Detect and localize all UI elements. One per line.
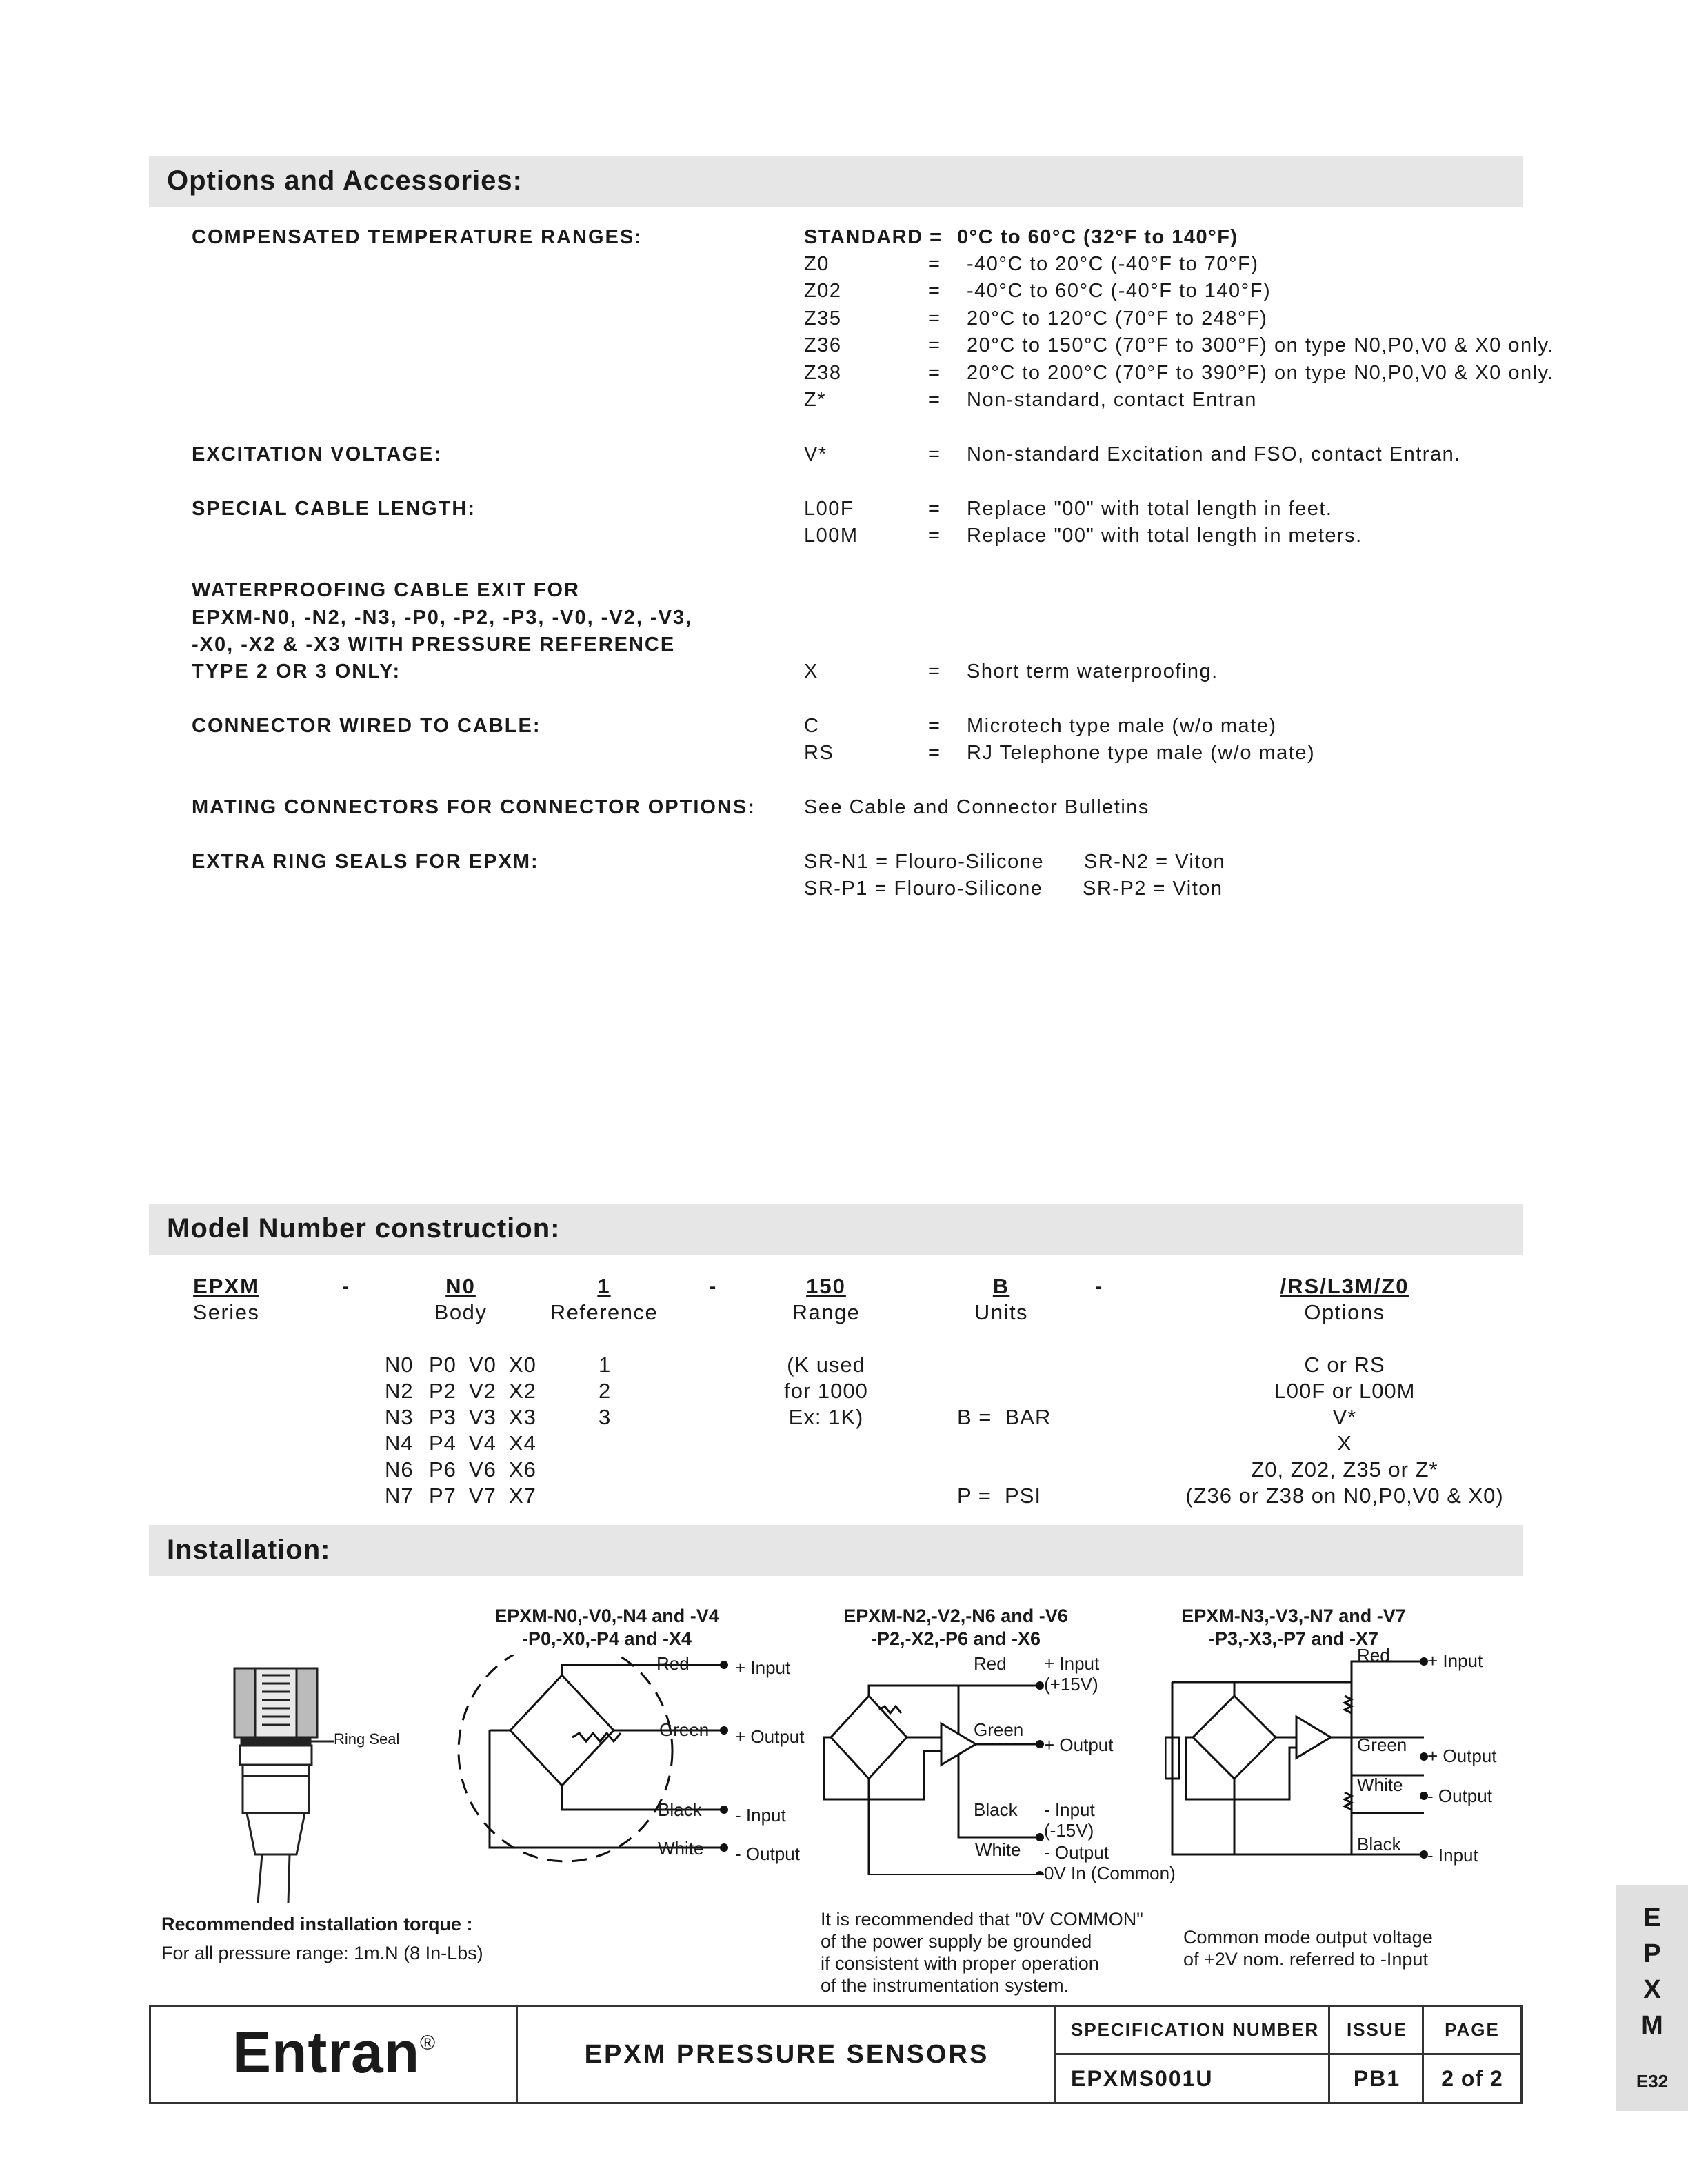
- d1-minus-input: - Input: [735, 1805, 786, 1826]
- body-row: N0 P0 V0 X0: [385, 1353, 536, 1377]
- cable-eq: =: [928, 525, 940, 547]
- body-row: N3 P3 V3 X3: [385, 1405, 536, 1429]
- temp-eq: =: [928, 307, 940, 330]
- spec-value-cell: [1056, 2055, 1330, 2102]
- cable-eq: =: [928, 498, 940, 520]
- model-series-code: EPXM: [193, 1274, 259, 1298]
- model-dash: -: [1095, 1274, 1103, 1298]
- connector-desc: Microtech type male (w/o mate): [967, 715, 1277, 737]
- d3-minus-output: - Output: [1427, 1786, 1492, 1806]
- model-dash: -: [342, 1274, 350, 1298]
- options-item: (Z36 or Z38 on N0,P0,V0 & X0): [1185, 1484, 1504, 1508]
- d1-black: Black: [658, 1799, 702, 1820]
- d3-plus-output: + Output: [1427, 1746, 1497, 1766]
- torque-text: For all pressure range: 1m.N (8 In-Lbs): [161, 1943, 483, 1963]
- d1-plus-output: + Output: [735, 1726, 805, 1747]
- model-units-label: Units: [974, 1300, 1029, 1324]
- d1-red: Red: [656, 1653, 690, 1674]
- temp-eq: =: [928, 389, 940, 411]
- d3-note-line: of +2V nom. referred to -Input: [1183, 1949, 1428, 1970]
- waterproof-desc: Short term waterproofing.: [967, 660, 1218, 682]
- model-dash: -: [709, 1274, 716, 1298]
- temp-eq: =: [928, 334, 940, 356]
- diagram3-title-line2: -P3,-X3,-P7 and -X7: [1208, 1628, 1379, 1649]
- waterproof-label-line: WATERPROOFING CABLE EXIT FOR: [192, 579, 580, 601]
- d2-plus-output: + Output: [1044, 1735, 1114, 1755]
- d2-note-line: if consistent with proper operation: [821, 1953, 1099, 1974]
- waterproof-label-line: -X0, -X2 & -X3 WITH PRESSURE REFERENCE: [192, 634, 676, 656]
- diagram3-title-line1: EPXM-N3,-V3,-N7 and -V7: [1181, 1606, 1406, 1626]
- d1-green: Green: [659, 1719, 710, 1740]
- seal-n1: SR-N1 = Flouro-Silicone: [804, 851, 1044, 873]
- units-item: P = PSI: [957, 1484, 1042, 1508]
- d2-note-line: of the instrumentation system.: [821, 1975, 1069, 1996]
- model-units-code: B: [992, 1274, 1010, 1298]
- reference-item: 2: [599, 1379, 612, 1403]
- model-body-code: N0: [445, 1274, 476, 1298]
- diagram1-title-line1: EPXM-N0,-V0,-N4 and -V4: [494, 1606, 719, 1626]
- options-item: L00F or L00M: [1274, 1379, 1416, 1403]
- model-options-code: /RS/L3M/Z0: [1280, 1274, 1409, 1298]
- options-title: Options and Accessories:: [167, 165, 523, 196]
- d2-green: Green: [974, 1719, 1024, 1740]
- d2-note-line: It is recommended that "0V COMMON": [821, 1909, 1143, 1930]
- brand-logo: [232, 2019, 436, 2086]
- model-options-label: Options: [1304, 1300, 1385, 1324]
- ring-seal-label: Ring Seal: [334, 1730, 400, 1748]
- diagram2-title-line2: -P2,-X2,-P6 and -X6: [870, 1628, 1041, 1649]
- d1-white: White: [658, 1838, 704, 1859]
- model-series-label: Series: [192, 1300, 260, 1324]
- diagram1-title-line2: -P0,-X0,-P4 and -X4: [521, 1628, 692, 1649]
- mating-desc: See Cable and Connector Bulletins: [804, 796, 1149, 818]
- temp-code: Z36: [804, 334, 842, 356]
- units-item: B = BAR: [957, 1405, 1052, 1429]
- cable-desc: Replace "00" with total length in feet.: [967, 498, 1333, 520]
- title-block: [149, 2005, 1523, 2104]
- connector-eq: =: [928, 715, 940, 737]
- diagram1-bridge: [448, 1655, 765, 1875]
- d2-minus-input: [1044, 1799, 1095, 1841]
- body-row: N6 P6 V6 X6: [385, 1457, 536, 1482]
- options-item: X: [1337, 1431, 1352, 1455]
- install-title: Installation:: [167, 1535, 331, 1565]
- temp-code: Z02: [804, 280, 842, 302]
- temp-desc: -40°C to 60°C (-40°F to 140°F): [967, 280, 1272, 302]
- spec-number: EPXMS001U: [1071, 2066, 1214, 2091]
- d2-red: Red: [974, 1653, 1007, 1674]
- reference-item: 1: [599, 1353, 612, 1377]
- units-list: [957, 1352, 1051, 1535]
- issue-label-cell: [1330, 2007, 1424, 2055]
- issue-value: PB1: [1353, 2066, 1401, 2091]
- d2-note-line: of the power supply be grounded: [821, 1931, 1092, 1952]
- install-header-bar: [149, 1525, 1523, 1576]
- waterproof-label-line: EPXM-N0, -N2, -N3, -P0, -P2, -P3, -V0, -V2, -V3,: [192, 607, 693, 629]
- model-header-bar: [149, 1204, 1523, 1255]
- model-title: Model Number construction:: [167, 1213, 561, 1244]
- d2-note: [821, 1908, 1143, 1996]
- model-reference-code: 1: [597, 1274, 611, 1298]
- temp-code: Z35: [804, 307, 842, 330]
- connector-code: C: [804, 715, 820, 737]
- mating-label: MATING CONNECTORS FOR CONNECTOR OPTIONS:: [192, 796, 756, 818]
- model-range-label: Range: [792, 1300, 861, 1324]
- d2-minus-output-label: - Output: [1044, 1842, 1109, 1863]
- reference-list: [599, 1352, 611, 1430]
- cable-label: SPECIAL CABLE LENGTH:: [192, 498, 476, 520]
- reference-item: 3: [599, 1405, 612, 1429]
- page-label: PAGE: [1445, 2019, 1500, 2040]
- model-body-label: Body: [434, 1300, 488, 1324]
- temp-label: COMPENSATED TEMPERATURE RANGES:: [192, 226, 643, 248]
- side-tab: [1616, 1885, 1688, 2111]
- side-letter: E: [1643, 1903, 1661, 1932]
- seal-p1: SR-P1 = Flouro-Silicone: [804, 878, 1043, 900]
- temp-desc: -40°C to 20°C (-40°F to 70°F): [967, 253, 1259, 275]
- options-list: [1138, 1352, 1551, 1509]
- d3-minus-input: - Input: [1427, 1845, 1478, 1866]
- diagram3-title: [1142, 1605, 1445, 1650]
- waterproof-code: X: [804, 660, 818, 682]
- cable-desc: Replace "00" with total length in meters.: [967, 525, 1363, 547]
- seals-label: EXTRA RING SEALS FOR EPXM:: [192, 851, 539, 873]
- cable-code: L00M: [804, 525, 858, 547]
- options-item: Z0, Z02, Z35 or Z*: [1251, 1457, 1438, 1482]
- options-item: V*: [1332, 1405, 1357, 1429]
- model-range-code: 150: [806, 1274, 846, 1298]
- d2-black: Black: [974, 1799, 1018, 1820]
- d3-red: Red: [1357, 1645, 1390, 1666]
- d3-plus-input: + Input: [1427, 1650, 1483, 1671]
- d2-minus-input-label: - Input: [1044, 1799, 1095, 1820]
- torque-title: Recommended installation torque :: [161, 1914, 473, 1934]
- model-reference-label: Reference: [550, 1300, 659, 1324]
- temp-desc: Non-standard, contact Entran: [967, 389, 1257, 411]
- connector-desc: RJ Telephone type male (w/o mate): [967, 742, 1316, 764]
- page-label-cell: [1424, 2007, 1520, 2055]
- sensor-drawing: [207, 1655, 428, 1910]
- d2-plus-input-voltage: (+15V): [1044, 1674, 1098, 1695]
- excitation-desc: Non-standard Excitation and FSO, contact Entran.: [967, 443, 1461, 465]
- spec-label-cell: [1056, 2007, 1330, 2055]
- product-cell: [518, 2007, 1056, 2102]
- waterproof-eq: =: [928, 660, 940, 682]
- d3-note: [1183, 1926, 1433, 1970]
- body-row: N2 P2 V2 X2: [385, 1379, 536, 1403]
- temp-eq: =: [928, 253, 940, 275]
- body-row: N4 P4 V4 X4: [385, 1431, 536, 1455]
- d3-white: White: [1357, 1775, 1403, 1795]
- side-letter: X: [1643, 1975, 1661, 2004]
- cable-code: L00F: [804, 498, 854, 520]
- temp-desc: 20°C to 120°C (70°F to 248°F): [967, 307, 1268, 330]
- spec-label: SPECIFICATION NUMBER: [1071, 2019, 1320, 2040]
- seal-p2: SR-P2 = Viton: [1083, 878, 1223, 900]
- body-row: N7 P7 V7 X7: [385, 1484, 536, 1508]
- excitation-eq: =: [928, 443, 940, 465]
- connector-eq: =: [928, 742, 940, 764]
- temp-eq: =: [928, 280, 940, 302]
- issue-value-cell: [1330, 2055, 1424, 2102]
- connector-code: RS: [804, 742, 834, 764]
- seal-n2: SR-N2 = Viton: [1084, 851, 1226, 873]
- page-value-cell: [1424, 2055, 1520, 2102]
- range-note-line: (K used: [787, 1353, 865, 1377]
- excitation-label: EXCITATION VOLTAGE:: [192, 443, 442, 465]
- issue-label: ISSUE: [1346, 2019, 1408, 2040]
- d2-minus-output: [1044, 1842, 1176, 1883]
- side-letter: M: [1641, 2011, 1663, 2040]
- temp-desc: 20°C to 200°C (70°F to 390°F) on type N0,P0,V0 & X0 only.: [967, 362, 1554, 384]
- temp-code-standard: STANDARD =: [804, 226, 943, 248]
- registered-mark: ®: [420, 2032, 436, 2054]
- body-codes-list: [385, 1352, 536, 1509]
- diagram2-title: [804, 1605, 1107, 1650]
- temp-desc-standard: 0°C to 60°C (32°F to 140°F): [957, 226, 1238, 248]
- temp-desc: 20°C to 150°C (70°F to 300°F) on type N0,P0,V0 & X0 only.: [967, 334, 1554, 356]
- temp-code: Z*: [804, 389, 826, 411]
- d2-white: White: [975, 1839, 1021, 1860]
- options-header-bar: [149, 156, 1523, 207]
- temp-code: Z38: [804, 362, 842, 384]
- range-note-line: for 1000: [784, 1379, 868, 1403]
- d2-common-label: 0V In (Common): [1044, 1863, 1176, 1883]
- d1-minus-output: - Output: [735, 1843, 800, 1864]
- d2-plus-input: [1044, 1653, 1099, 1695]
- waterproof-label-line: TYPE 2 OR 3 ONLY:: [192, 660, 401, 682]
- brand-cell: [151, 2007, 518, 2102]
- d1-plus-input: + Input: [735, 1657, 791, 1678]
- d2-minus-input-voltage: (-15V): [1044, 1820, 1094, 1841]
- range-note-line: Ex: 1K): [788, 1405, 864, 1429]
- d3-black: Black: [1357, 1834, 1401, 1854]
- temp-eq: =: [928, 362, 940, 384]
- diagram2-title-line1: EPXM-N2,-V2,-N6 and -V6: [843, 1606, 1068, 1626]
- d2-plus-input-label: + Input: [1044, 1653, 1100, 1674]
- brand-name: Entran: [232, 2020, 421, 2085]
- d3-green: Green: [1357, 1735, 1407, 1755]
- page-value: 2 of 2: [1441, 2066, 1503, 2091]
- d3-note-line: Common mode output voltage: [1183, 1927, 1433, 1948]
- excitation-code: V*: [804, 443, 827, 465]
- diagram1-title: [455, 1605, 758, 1650]
- options-item: C or RS: [1304, 1353, 1385, 1377]
- product-title: EPXM PRESSURE SENSORS: [584, 2040, 989, 2069]
- side-letter: P: [1643, 1939, 1661, 1968]
- connector-label: CONNECTOR WIRED TO CABLE:: [192, 715, 541, 737]
- temp-code: Z0: [804, 253, 830, 275]
- range-note: [757, 1352, 895, 1430]
- side-code: E32: [1636, 2071, 1669, 2092]
